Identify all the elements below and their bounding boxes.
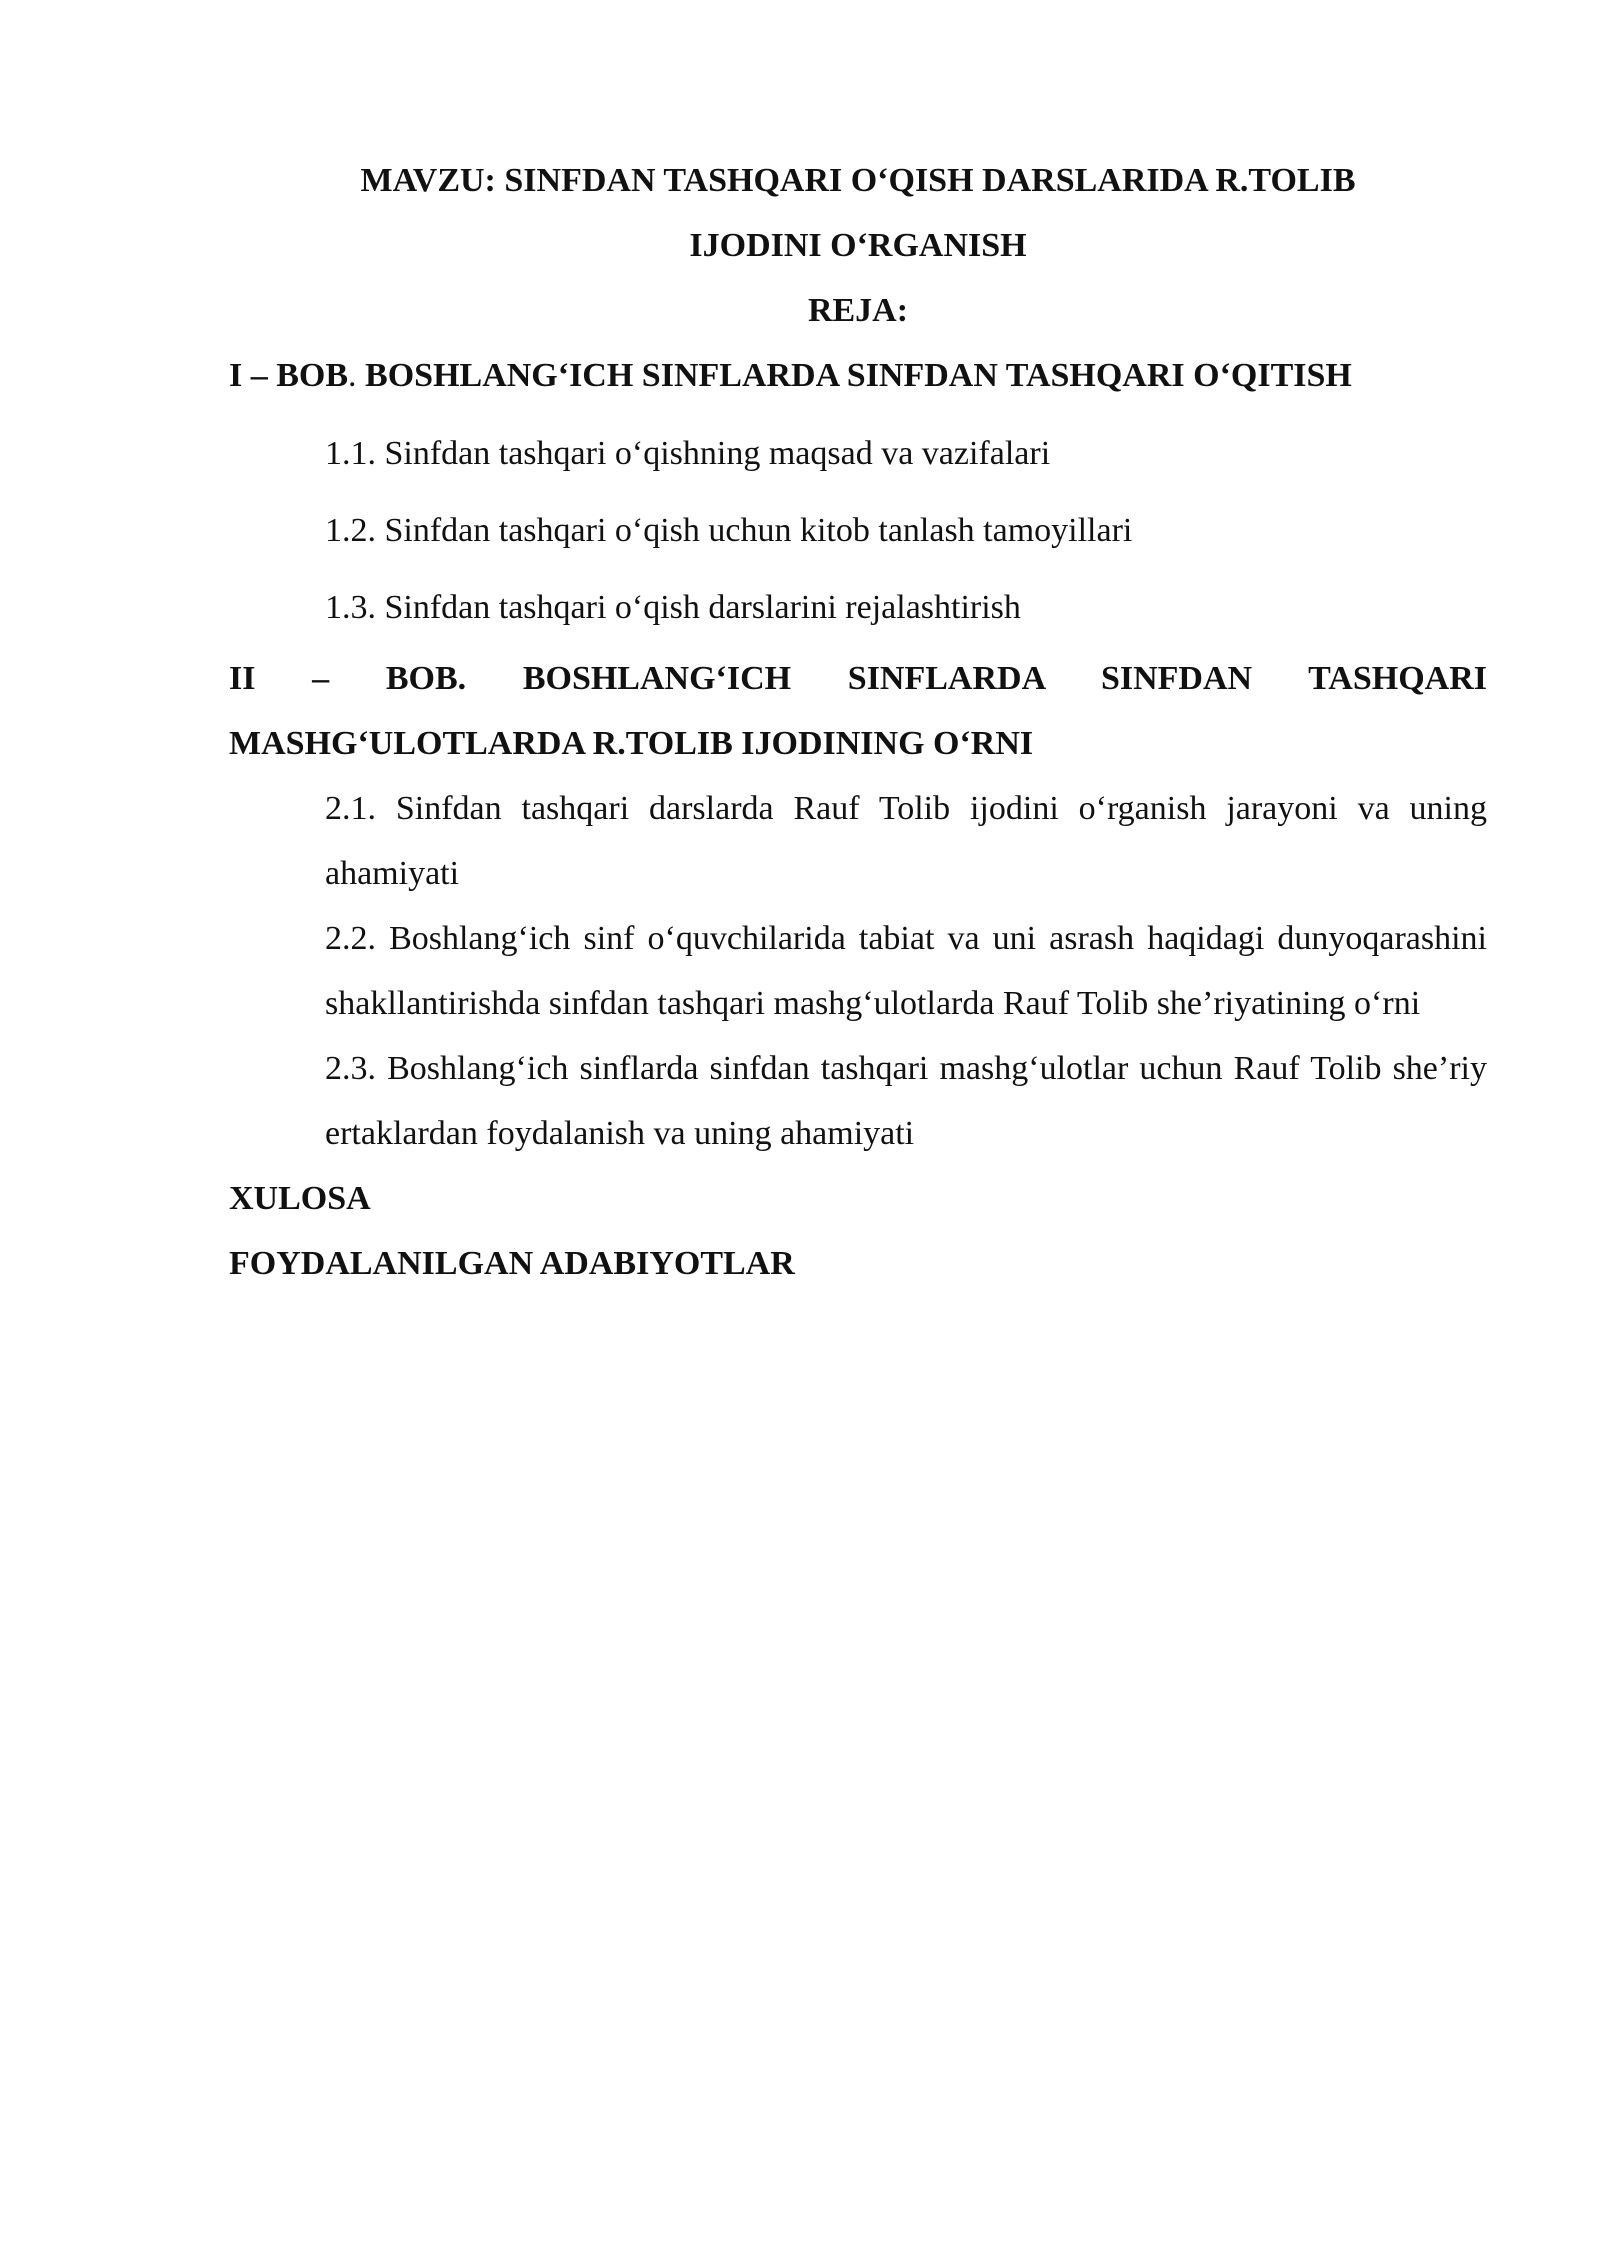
title-line-1: MAVZU: SINFDAN TASHQARI O‘QISH DARSLARIDA R.TOLIB [360,162,1356,199]
plan-item-2-2: 2.2. Boshlang‘ich sinf o‘quvchilarida tabiat va uni asrash haqidagi dunyoqarashini shakllantirishda sinfdan tashqari mashg‘ulotlarda Rauf Tolib she’riyatining o‘rni [325,920,1487,1022]
conclusion-heading: XULOSA [229,1180,371,1217]
chapter-2-heading [229,646,1487,776]
plan-heading: REJA: [807,292,909,329]
title-line-2: IJODINI O‘RGANISH [689,227,1027,264]
plan-item-1-2: 1.2. Sinfdan tashqari o‘qish uchun kitob tanlash tamoyillari [325,512,1133,549]
plan-item-1-1: 1.1. Sinfdan tashqari o‘qishning maqsad va vazifalari [325,435,1051,472]
chapter-1-title: BOSHLANG‘ICH SINFLARDA SINFDAN TASHQARI O‘QITISH [356,357,1352,394]
plan-item-2-3: 2.3. Boshlang‘ich sinflarda sinfdan tashqari mashg‘ulotlar uchun Rauf Tolib she’riy ertaklardan foydalanish va uning ahamiyati [325,1050,1487,1152]
document-content [229,148,1487,1296]
chapter-1-prefix: I – BOB [229,357,349,394]
chapter-1-heading [229,343,1487,408]
chapter-2-line-1: II – BOB. BOSHLANG‘ICH SINFLARDA SINFDAN TASHQARI [229,660,1487,697]
plan-item-2-1: 2.1. Sinfdan tashqari darslarda Rauf Tolib ijodini o‘rganish jarayoni va uning ahamiyati [325,790,1487,892]
chapter-1-dot: . [348,357,357,394]
chapter-2-line-2: MASHG‘ULOTLARDA R.TOLIB IJODINING O‘RNI [229,725,1034,762]
document-title [229,148,1487,278]
references-heading: FOYDALANILGAN ADABIYOTLAR [229,1245,795,1282]
plan-item-1-3: 1.3. Sinfdan tashqari o‘qish darslarini rejalashtirish [325,589,1021,626]
